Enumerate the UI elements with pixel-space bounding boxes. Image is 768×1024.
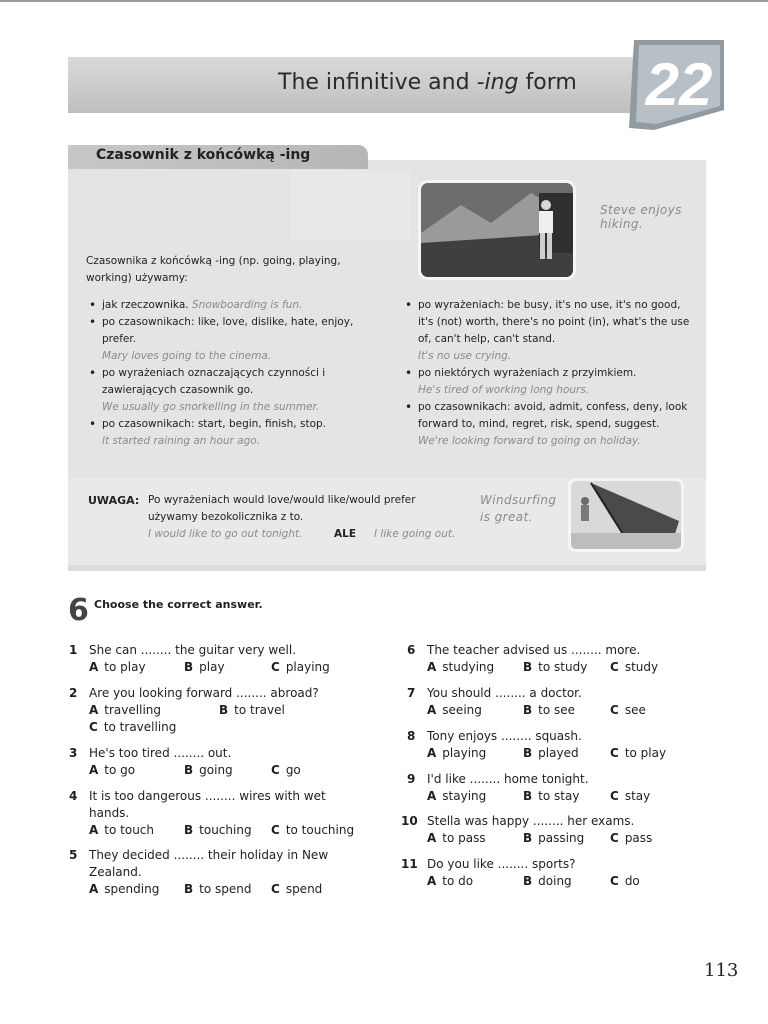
right-bullet-1: • po wyrażeniach: be busy, it's no use, it's no good, it's (not) worth, there's no point (in), what's the use of, can't help, can't stand. It's no use crying. [418, 297, 690, 365]
note-example-1: I would like to go out tonight. [148, 528, 303, 540]
left-bullet-4: • po czasownikach: start, begin, finish, stop. It started raining an hour ago. [102, 416, 372, 450]
section-tab: Czasownik z końcówką -ing [68, 145, 368, 169]
photo-caption-windsurfing: Windsurfing is great. [480, 493, 557, 524]
intro-text: Czasownika z końcówką -ing (np. going, playing, working) używamy: [86, 255, 341, 284]
exercise-number: 6 [68, 593, 89, 628]
page-title: The infinitive and -ing form [278, 70, 577, 95]
box-bottom-edge [68, 565, 706, 571]
question-3: 3 He's too tired ........ out. A to go B going C go [69, 746, 301, 777]
question-1: 1 She can ........ the guitar very well. A to play B play C playing [69, 643, 330, 674]
bleed-through [290, 170, 410, 240]
page-number: 113 [704, 960, 739, 981]
left-bullet-2: • po czasownikach: like, love, dislike, hate, enjoy, prefer. Mary loves going to the cinema. [102, 314, 372, 365]
question-4: 4 It is too dangerous ........ wires with wet hands. A to touch B touching C to touching [69, 789, 355, 837]
right-bullet-3: • po czasownikach: avoid, admit, confess, deny, look forward to, mind, regret, risk, spend, suggest. We're looking forward to going on holiday. [418, 399, 690, 450]
left-bullet-1: • jak rzeczownika. Snowboarding is fun. [102, 297, 370, 314]
note-ale: ALE [334, 528, 356, 540]
question-9: 9 I'd like ........ home tonight. A staying B to stay C stay [407, 772, 651, 803]
question-8: 8 Tony enjoys ........ squash. A playing B played C to play [407, 729, 667, 760]
note-example-2: I like going out. [374, 528, 456, 540]
unit-number: 22 [645, 51, 713, 118]
question-6: 6 The teacher advised us ........ more. A studying B to study C study [407, 643, 659, 674]
note-label: UWAGA: [88, 494, 140, 507]
right-bullet-2: • po niektórych wyrażeniach z przyimkiem. He's tired of working long hours. [418, 365, 690, 399]
note-text-2: używamy bezokolicznika z to. [148, 511, 304, 523]
photo-caption-hiking: Steve enjoys hiking. [600, 203, 682, 231]
question-10: 10 Stella was happy ........ her exams. A to pass B passing C pass [401, 814, 653, 845]
question-11: 11 Do you like ........ sports? A to do B doing C do [401, 857, 640, 888]
question-7: 7 You should ........ a doctor. A seeing B to see C see [407, 686, 646, 717]
note-text-1: Po wyrażeniach would love/would like/would prefer [148, 494, 416, 506]
unit-number-badge [624, 40, 724, 130]
hiking-photo [418, 180, 576, 280]
question-2: 2 Are you looking forward ........ abroad? A travelling B to travel C to travelling [69, 686, 319, 734]
windsurfing-photo [568, 478, 684, 552]
top-rule [0, 0, 768, 2]
left-bullet-3: • po wyrażeniach oznaczających czynności i zawierających czasownik go. We usually go snorkelling in the summer. [102, 365, 372, 416]
exercise-instruction: Choose the correct answer. [94, 598, 263, 611]
question-5: 5 They decided ........ their holiday in New Zealand. A spending B to spend C spend [69, 848, 329, 896]
